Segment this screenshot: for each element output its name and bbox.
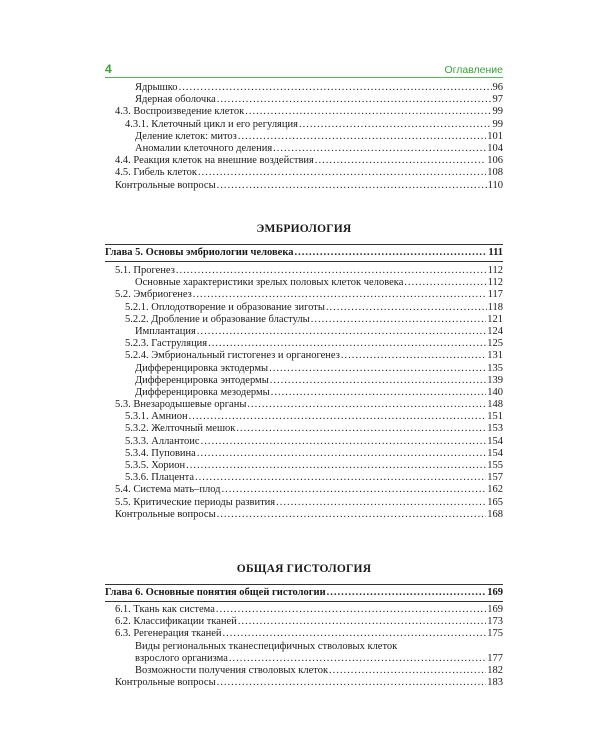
toc-leader-dots xyxy=(273,143,486,155)
toc-entry[interactable] xyxy=(105,411,503,423)
toc-entry[interactable] xyxy=(105,423,503,435)
toc-entry-page: 96 xyxy=(492,82,503,93)
toc-leader-dots xyxy=(247,399,486,411)
toc-leader-dots xyxy=(189,411,487,423)
toc-entry[interactable] xyxy=(105,604,503,616)
toc-leader-dots xyxy=(404,277,486,289)
toc-leader-dots xyxy=(217,180,487,192)
toc-leader-dots xyxy=(269,363,486,375)
toc-leader-dots xyxy=(238,616,486,628)
toc-entry[interactable] xyxy=(105,484,503,496)
toc-entry[interactable] xyxy=(105,472,503,484)
toc-entry-title: 5.2.4. Эмбриональный гистогенез и органогенез xyxy=(125,350,340,362)
toc-entry-title-line1: Виды региональных тканеспецифичных стволовых клеток xyxy=(135,640,398,652)
toc-entry-title: 4.3. Воспроизведение клеток xyxy=(115,106,245,118)
toc-entry-page: 121 xyxy=(487,313,503,325)
toc-leader-dots xyxy=(179,82,492,94)
toc-leader-dots xyxy=(201,436,487,448)
toc-chapter5-title xyxy=(105,247,503,259)
toc-entry-title: 4.4. Реакция клеток на внешние воздействия xyxy=(115,155,314,167)
toc-leader-dots xyxy=(186,460,486,472)
toc-leader-dots xyxy=(236,423,486,435)
toc-entry-title: 5.3.4. Пуповина xyxy=(125,447,196,459)
toc-entry-page: 124 xyxy=(487,325,503,337)
toc-entry-title: Глава 6. Основные понятия общей гистологии xyxy=(105,587,326,598)
toc-entry[interactable] xyxy=(105,509,503,521)
toc-leader-dots xyxy=(294,247,487,259)
toc-leader-dots xyxy=(216,604,486,616)
toc-entry-title: 4.3.1. Клеточный цикл и его регуляция xyxy=(125,118,298,130)
toc-leader-dots xyxy=(271,387,487,399)
toc-leader-dots xyxy=(326,302,487,314)
toc-entry-page: 153 xyxy=(487,423,503,435)
toc-entry-page: 99 xyxy=(492,106,503,118)
chapter-divider xyxy=(105,261,503,262)
toc-entry-page: 157 xyxy=(487,472,503,484)
toc-entry-title: Контрольные вопросы xyxy=(115,508,216,520)
toc-entry[interactable] xyxy=(105,180,503,192)
toc-entry-page: 169 xyxy=(487,587,503,598)
toc-leader-dots xyxy=(315,155,486,167)
toc-entry-page: 108 xyxy=(487,167,503,179)
toc-entry-title: Основные характеристики зрелых половых клеток человека xyxy=(135,277,404,289)
toc-entry-page: 101 xyxy=(487,130,503,142)
toc-entry-title: 5.3.6. Плацента xyxy=(125,472,195,484)
toc-entry[interactable] xyxy=(105,399,503,411)
toc-entry[interactable] xyxy=(105,448,503,460)
toc-entry[interactable] xyxy=(105,460,503,472)
toc-entry-title: 5.4. Система мать–плод xyxy=(115,484,221,496)
toc-entry[interactable] xyxy=(105,265,503,277)
section-divider xyxy=(105,244,503,245)
toc-block-chapter4 xyxy=(105,82,503,192)
toc-leader-dots xyxy=(341,350,486,362)
toc-leader-dots xyxy=(270,375,486,387)
toc-entry[interactable] xyxy=(105,497,503,509)
toc-entry-title: Глава 5. Основы эмбриологии человека xyxy=(105,247,294,258)
toc-block-chapter6 xyxy=(105,604,503,689)
toc-entry-title: 6.1. Ткань как система xyxy=(115,604,215,615)
toc-leader-dots xyxy=(299,119,492,131)
toc-entry-page: 148 xyxy=(487,399,503,411)
toc-entry-title: 5.3.5. Хорион xyxy=(125,460,186,471)
toc-leader-dots xyxy=(197,326,486,338)
toc-chapter-row[interactable] xyxy=(105,247,503,259)
toc-entry[interactable] xyxy=(105,628,503,640)
toc-entry-page: 99 xyxy=(492,118,503,130)
toc-entry-page: 140 xyxy=(487,386,503,398)
toc-leader-dots xyxy=(311,314,487,326)
toc-leader-dots xyxy=(229,653,486,665)
toc-entry-page: 135 xyxy=(487,362,503,374)
toc-entry-wrapped[interactable] xyxy=(105,641,503,665)
toc-leader-dots xyxy=(198,167,486,179)
toc-entry-title-line2: взрослого организма xyxy=(135,652,228,664)
toc-entry-title: 5.3.1. Амнион xyxy=(125,411,188,423)
toc-entry-page: 97 xyxy=(492,94,503,106)
toc-entry[interactable] xyxy=(105,350,503,362)
toc-entry[interactable] xyxy=(105,289,503,301)
toc-entry-page: 177 xyxy=(487,652,503,664)
toc-leader-dots xyxy=(176,265,487,277)
toc-entry-page: 169 xyxy=(487,604,503,615)
toc-entry-page: 154 xyxy=(487,435,503,447)
toc-entry-title: Дифференцировка энтодермы xyxy=(135,374,269,386)
toc-entry-title: 5.3. Внезародышевые органы xyxy=(115,399,247,411)
toc-entry-page: 165 xyxy=(487,496,503,508)
section-divider xyxy=(105,584,503,585)
toc-entry-page: 112 xyxy=(487,277,503,289)
toc-entry-title: 5.1. Прогенез xyxy=(115,265,175,276)
toc-entry-title: 5.2.1. Оплодотворение и образование зиготы xyxy=(125,301,325,313)
toc-entry-title: Контрольные вопросы xyxy=(115,677,216,689)
toc-entry[interactable] xyxy=(105,277,503,289)
toc-leader-dots xyxy=(329,665,486,677)
toc-leader-dots xyxy=(238,131,486,143)
header-divider xyxy=(105,77,503,78)
toc-entry-title: 4.5. Гибель клеток xyxy=(115,167,197,179)
section-heading-histology: ОБЩАЯ ГИСТОЛОГИЯ xyxy=(236,563,372,575)
toc-entry[interactable] xyxy=(105,82,503,94)
toc-entry-title: Ядерная оболочка xyxy=(135,94,216,106)
toc-chapter6-title xyxy=(105,587,503,599)
toc-entry-title: Деление клеток: митоз xyxy=(135,130,237,142)
toc-leader-dots xyxy=(222,484,487,496)
toc-entry[interactable] xyxy=(105,677,503,689)
toc-entry-page: 110 xyxy=(487,179,503,191)
toc-leader-dots xyxy=(193,289,487,301)
toc-entry[interactable] xyxy=(105,155,503,167)
toc-entry-title: 5.2. Эмбриогенез xyxy=(115,289,192,301)
toc-entry-page: 117 xyxy=(487,289,503,301)
toc-entry-title: Дифференцировка мезодермы xyxy=(135,386,270,398)
toc-block-chapter5 xyxy=(105,265,503,521)
toc-entry-page: 162 xyxy=(487,484,503,496)
toc-entry[interactable] xyxy=(105,167,503,179)
toc-entry-page: 155 xyxy=(487,460,503,471)
toc-leader-dots xyxy=(245,106,491,118)
toc-entry[interactable] xyxy=(105,106,503,118)
toc-entry-title: Аномалии клеточного деления xyxy=(135,142,273,154)
toc-entry[interactable] xyxy=(105,338,503,350)
toc-entry[interactable] xyxy=(105,363,503,375)
toc-entry-page: 139 xyxy=(487,374,503,386)
toc-entry[interactable] xyxy=(105,375,503,387)
toc-entry-page: 182 xyxy=(487,664,503,676)
toc-entry-page: 151 xyxy=(487,411,503,423)
toc-entry-title: 6.2. Классификации тканей xyxy=(115,616,237,628)
toc-entry-title: 5.2.3. Гаструляция xyxy=(125,338,208,350)
toc-leader-dots xyxy=(217,94,492,106)
toc-entry-title: 5.3.3. Аллантоис xyxy=(125,435,200,447)
toc-entry[interactable] xyxy=(105,314,503,326)
toc-entry-page: 175 xyxy=(487,628,503,640)
toc-leader-dots xyxy=(217,509,487,521)
toc-entry[interactable] xyxy=(105,616,503,628)
toc-entry-title: 6.3. Регенерация тканей xyxy=(115,628,222,640)
toc-entry-title: Имплантация xyxy=(135,325,196,337)
toc-entry[interactable] xyxy=(105,94,503,106)
chapter-divider xyxy=(105,601,503,602)
page-number: 4 xyxy=(105,62,112,76)
toc-leader-dots xyxy=(197,448,486,460)
toc-leader-dots xyxy=(195,472,486,484)
toc-entry-title: Дифференцировка эктодермы xyxy=(135,362,269,374)
toc-entry[interactable] xyxy=(105,119,503,131)
toc-entry-page: 154 xyxy=(487,447,503,459)
page-header xyxy=(105,62,503,76)
toc-entry-title: 5.2.2. Дробление и образование бластулы xyxy=(125,313,310,325)
toc-entry-title: Ядрышко xyxy=(135,82,178,93)
toc-entry[interactable] xyxy=(105,143,503,155)
toc-entry-page: 131 xyxy=(487,350,503,362)
toc-entry-page: 104 xyxy=(487,142,503,154)
toc-leader-dots xyxy=(276,497,486,509)
toc-chapter-row[interactable] xyxy=(105,587,503,599)
toc-entry[interactable] xyxy=(105,131,503,143)
toc-entry-page: 106 xyxy=(487,155,503,167)
toc-leader-dots xyxy=(223,628,487,640)
toc-entry-title: Контрольные вопросы xyxy=(115,179,216,191)
toc-entry[interactable] xyxy=(105,326,503,338)
toc-entry[interactable] xyxy=(105,387,503,399)
toc-entry-page: 112 xyxy=(487,265,503,276)
toc-entry[interactable] xyxy=(105,665,503,677)
toc-entry[interactable] xyxy=(105,436,503,448)
toc-entry-title: 5.3.2. Желточный мешок xyxy=(125,423,236,435)
toc-entry-title: 5.5. Критические периоды развития xyxy=(115,496,276,508)
toc-entry-page: 125 xyxy=(487,338,503,350)
toc-entry-page: 111 xyxy=(488,247,503,258)
toc-leader-dots xyxy=(217,677,487,689)
toc-entry-title: Возможности получения стволовых клеток xyxy=(135,664,329,676)
toc-leader-dots xyxy=(327,587,487,599)
toc-entry-page: 168 xyxy=(487,508,503,520)
running-title: Оглавление xyxy=(444,64,503,76)
toc-entry-page: 183 xyxy=(487,677,503,689)
toc-entry-page: 173 xyxy=(487,616,503,628)
toc-entry[interactable] xyxy=(105,302,503,314)
section-heading-embryology: ЭМБРИОЛОГИЯ xyxy=(256,223,352,235)
toc-entry-page: 118 xyxy=(487,301,503,313)
toc-leader-dots xyxy=(208,338,486,350)
